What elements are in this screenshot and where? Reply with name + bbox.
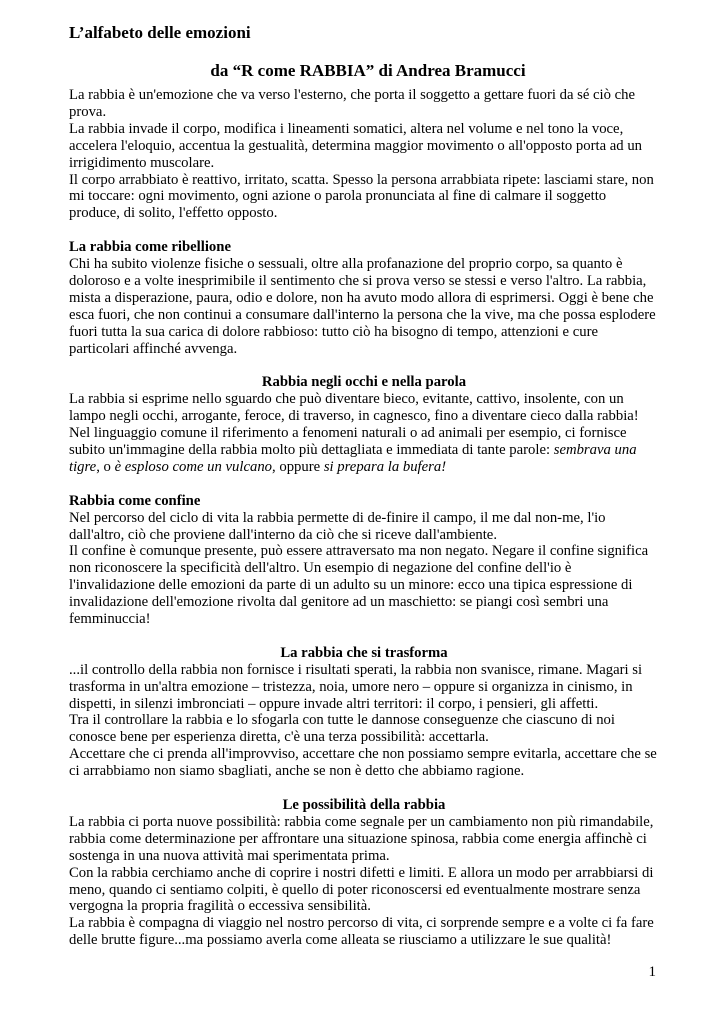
document-page (69, 22, 659, 949)
section-text-trasforma-3: Accettare che ci prenda all'improvviso, accettare che non possiamo sempre evitarla, accettare che se ci arrabbiamo non siamo sbagliati, anche se non è detto che abbiamo ragione. (69, 746, 657, 780)
occhi-sep-1: , o (96, 458, 115, 475)
italic-tigre: sembrava una tigre (69, 442, 637, 475)
intro-paragraph-3: Il corpo arrabbiato è reattivo, irritato, scatta. Spesso la persona arrabbiata ripete: lasciami stare, non mi toccare: ogni movimento, ogni azione o parola pronunciata al fine di calmare il soggetto produce, di solito, l'effetto opposto. (69, 171, 654, 222)
occhi-text-lead: Nel linguaggio comune il riferimento a fenomeni naturali o ad animali per esempio, ci fornisce subito un'immagine della rabbia molto più dettagliata e immediata di tante parole: (69, 425, 627, 458)
section-heading-trasforma: La rabbia che si trasforma (280, 644, 448, 661)
intro-paragraph-1: La rabbia è un'emozione che va verso l'esterno, che porta il soggetto a gettare fuori da sé ciò che prova. (69, 87, 636, 120)
occhi-sep-2: , oppure (272, 458, 324, 475)
section-heading-possibilita: Le possibilità della rabbia (282, 796, 446, 813)
section-text-trasforma-2: Tra il controllare la rabbia e lo sfogarla con tutte le dannose conseguenze che ciascuno di noi conosce bene per esperienza diretta, c'è una terza possibilità: accettarla. (69, 712, 615, 746)
section-text-confine-2: Il confine è comunque presente, può essere attraversato ma non negato. Negare il confine significa non riconoscere la specificità dell'altro. Un esempio di negazione del confine dell'io è l'invalidazione delle emozioni da parte di un adulto su un minore: ecco una tipica espressione di invalidazione dell'emozione rivolta dal genitore ad un maschietto: se piangi così sembri una femminuccia! (69, 543, 649, 628)
section-heading-ribellione: La rabbia come ribellione (69, 239, 231, 256)
section-text-confine-1: Nel percorso del ciclo di vita la rabbia permette di de-finire il campo, il me dal non-me, l'io dall'altro, ciò che proviene dall'interno da ciò che si riceve dall'ambiente. (69, 509, 606, 543)
section-text-occhi-1: La rabbia si esprime nello sguardo che può diventare bieco, evitante, cattivo, insolente, con un lampo negli occhi, arrogante, feroce, di traverso, in cagnesco, fino a diventare cieco dalla rabbia! (69, 391, 639, 425)
page-number: 1 (648, 964, 656, 980)
section-text-occhi-2 (69, 425, 659, 476)
section-text-trasforma-1: ...il controllo della rabbia non fornisce i risultati sperati, la rabbia non svanisce, rimane. Magari si trasforma in un'altra emozione – tristezza, noia, umore nero – oppure si organizza in cinismo, in dispetti, in silenzi imbronciati – oppure invade altri territori: il corpo, i pensieri, gli affetti. (69, 661, 643, 712)
italic-bufera: si prepara la bufera! (323, 458, 447, 475)
section-heading-occhi-parola: Rabbia negli occhi e nella parola (261, 374, 467, 391)
italic-vulcano: è esploso come un vulcano (114, 458, 273, 475)
section-heading-confine: Rabbia come confine (69, 492, 201, 509)
document-subtitle: da “R come RABBIA” di Andrea Bramucci (210, 61, 526, 80)
document-title: L’alfabeto delle emozioni (69, 23, 251, 42)
section-text-possibilita-2: Con la rabbia cerchiamo anche di coprire i nostri difetti e limiti. E allora un modo per arrabbiarsi di meno, quando ci sentiamo colpiti, è quello di poter riconoscersi ed eventualmente mostrare senza vergogna la propria fragilità o eccessiva sensibilità. (69, 864, 654, 915)
section-text-possibilita-3: La rabbia è compagna di viaggio nel nostro percorso di vita, ci sorprende sempre e a volte ci fa fare delle brutte figure...ma possiamo averla come alleata se riusciamo a utilizzare le sue qualità! (69, 915, 654, 949)
intro-paragraph-2: La rabbia invade il corpo, modifica i lineamenti somatici, altera nel volume e nel tono la voce, accelera l'eloquio, accentua la gestualità, determina maggior movimento o all'opposto porta ad un irrigidimento muscolare. (69, 120, 643, 171)
section-text-ribellione: Chi ha subito violenze fisiche o sessuali, oltre alla profanazione del proprio corpo, sa quanto è doloroso e a volte inesprimibile il sentimento che si prova verso se stessi e verso l'altro. La rabbia, mista a disperazione, paura, odio e dolore, non ha avuto modo allora di esprimersi. Oggi è bene che esca fuori, che non continui a consumare dall'interno la persona che la vive, ma che possa esplodere fuori tutta la sua carica di dolore rabbioso: tutto ciò ha bisogno di tempo, attenzioni e cure particolari affinché avvenga. (69, 256, 656, 357)
section-text-possibilita-1: La rabbia ci porta nuove possibilità: rabbia come segnale per un cambiamento non più rimandabile, rabbia come determinazione per affrontare una situazione spinosa, rabbia come energia affinchè ci sostenga in una nuova attività mai sperimentata prima. (69, 813, 654, 864)
